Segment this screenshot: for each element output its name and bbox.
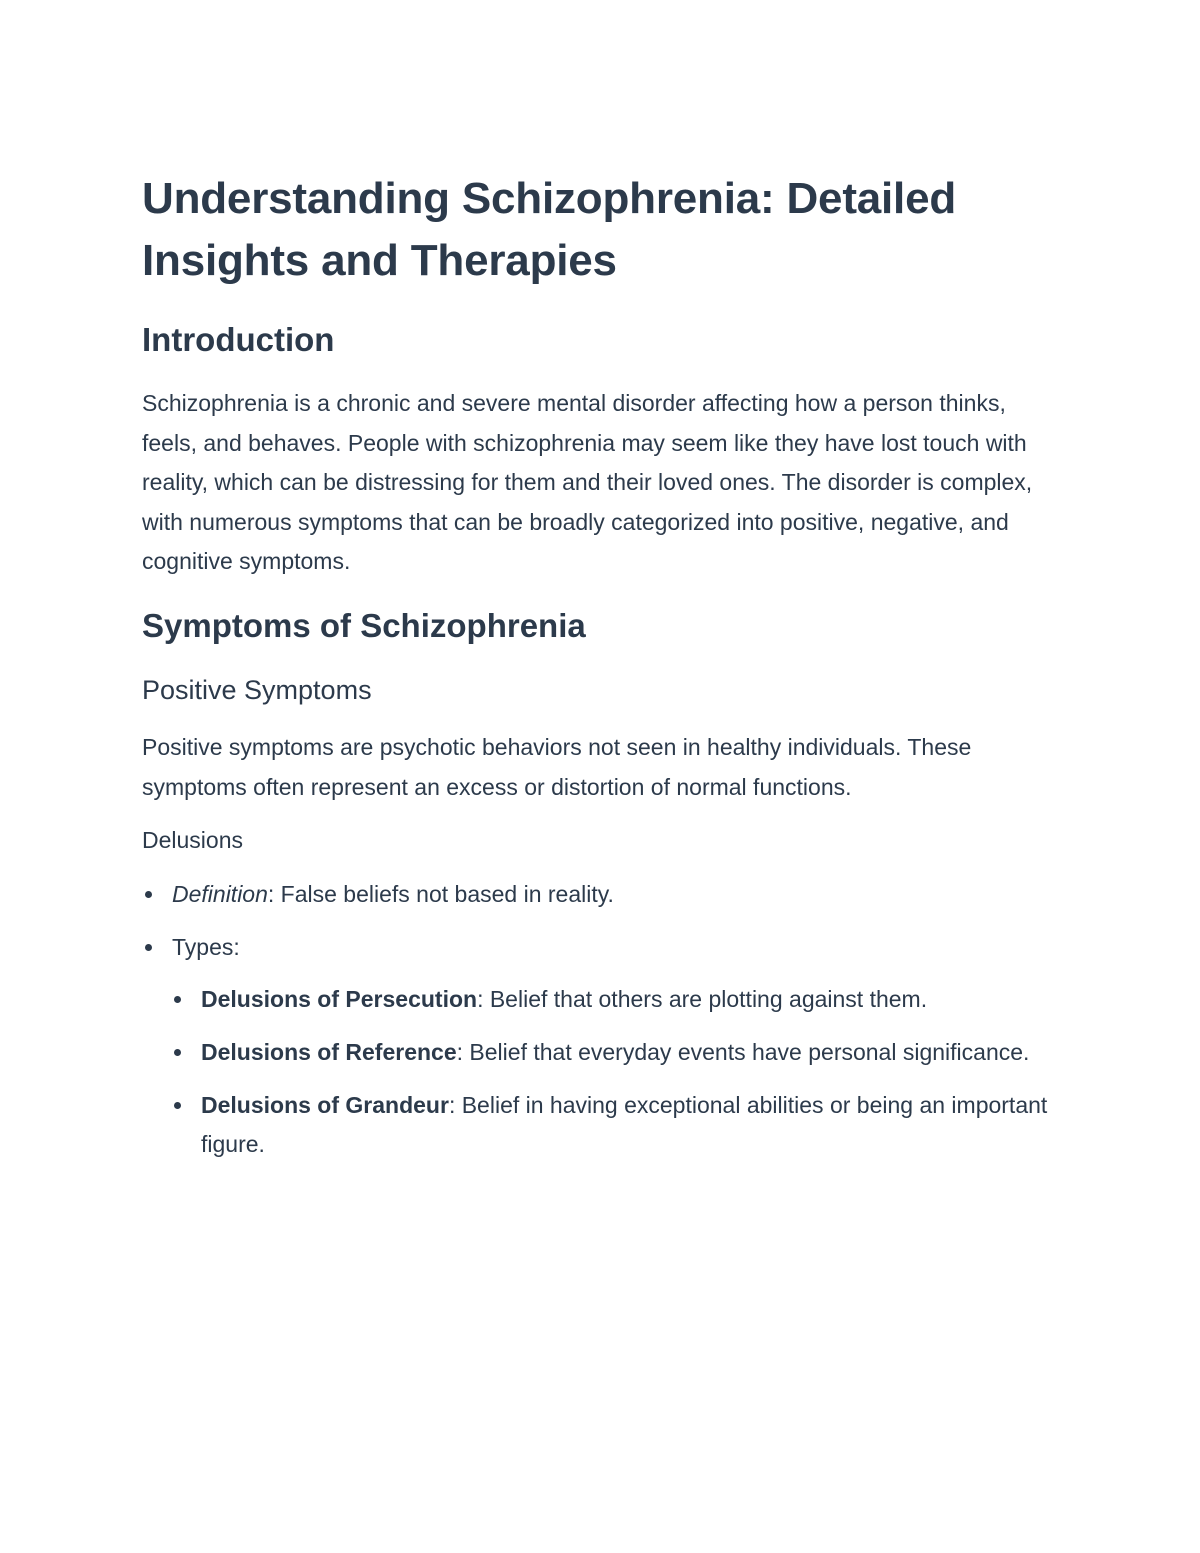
definition-item bbox=[142, 875, 1062, 915]
delusions-list bbox=[142, 875, 1062, 1165]
delusion-type-name: Delusions of Reference bbox=[201, 1038, 457, 1065]
symptoms-heading: Symptoms of Schizophrenia bbox=[142, 606, 586, 644]
positive-symptoms-paragraph: Positive symptoms are psychotic behaviors not seen in healthy individuals. These symptoms often represent an excess or distortion of normal functions. bbox=[142, 733, 972, 800]
introduction-heading: Introduction bbox=[142, 321, 335, 358]
definition-text: : False beliefs not based in reality. bbox=[267, 881, 614, 908]
delusions-heading: Delusions bbox=[142, 827, 243, 854]
positive-symptoms-heading: Positive Symptoms bbox=[142, 674, 372, 705]
delusion-type-item bbox=[172, 980, 1062, 1020]
definition-label: Definition bbox=[172, 881, 268, 908]
document-page bbox=[142, 168, 1062, 1178]
delusion-type-item bbox=[172, 1033, 1062, 1073]
types-label: Types: bbox=[172, 933, 240, 960]
delusion-type-name: Delusions of Persecution bbox=[201, 986, 478, 1013]
delusion-type-item bbox=[172, 1086, 1062, 1165]
delusion-type-name: Delusions of Grandeur bbox=[201, 1091, 449, 1118]
types-item bbox=[142, 928, 1062, 1165]
document-title: Understanding Schizophrenia: Detailed Insights and Therapies bbox=[142, 174, 957, 285]
delusion-type-text: : Belief that others are plotting against them. bbox=[477, 986, 928, 1013]
delusion-type-text: : Belief that everyday events have personal significance. bbox=[456, 1038, 1030, 1065]
delusion-types-list bbox=[172, 980, 1062, 1164]
introduction-paragraph: Schizophrenia is a chronic and severe mental disorder affecting how a person thinks, feels, and behaves. People with schizophrenia may seem like they have lost touch with reality, which can be distressing for them and their loved ones. The disorder is complex, with numerous symptoms that can be broadly categorized into positive, negative, and cognitive symptoms. bbox=[142, 390, 1033, 575]
delusion-type-text: : Belief in having exceptional abilities or being an important figure. bbox=[201, 1091, 1048, 1158]
